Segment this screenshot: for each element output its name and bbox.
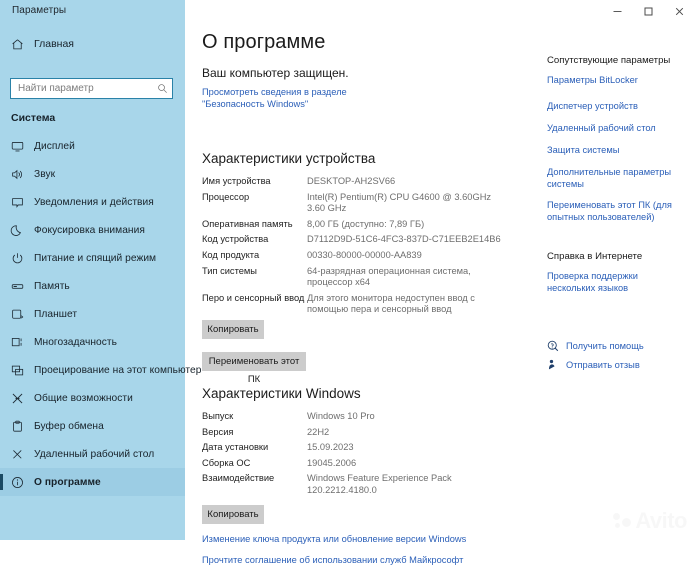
sidebar-item-tablet[interactable] — [0, 300, 185, 328]
table-row — [202, 427, 522, 439]
spec-value: Для этого монитора недоступен ввод с помощью пера и сенсорный ввод — [307, 292, 475, 315]
sidebar-item-label: Фокусировка внимания — [34, 224, 145, 236]
sidebar-item-label: Проецирование на этот компьютер — [34, 364, 202, 376]
power-icon — [0, 252, 34, 265]
sidebar-item-storage[interactable] — [0, 272, 185, 300]
title-bar — [0, 0, 695, 22]
remote-desktop-icon — [0, 448, 34, 461]
multi-language-support-link[interactable]: Проверка поддержки нескольких языков — [547, 271, 638, 293]
spec-key: Оперативная память — [202, 218, 293, 229]
spec-value: DESKTOP-AH2SV66 — [307, 176, 396, 186]
info-icon — [0, 476, 34, 489]
spec-value: D7112D9D-51C6-4FC3-837D-C71EEB2E14B6 — [307, 234, 501, 245]
main-content — [185, 22, 530, 565]
storage-icon — [0, 280, 34, 293]
clipboard-icon — [0, 420, 34, 433]
spec-key: Версия — [202, 426, 234, 437]
sidebar-item-label: Многозадачность — [34, 336, 117, 348]
home-icon — [0, 38, 34, 51]
get-help-action[interactable] — [547, 340, 644, 352]
spec-key: Имя устройства — [202, 176, 271, 186]
spec-value: Windows 10 Pro — [307, 411, 375, 421]
bitlocker-settings-link[interactable]: Параметры BitLocker — [547, 75, 638, 85]
sidebar-item-clipboard[interactable] — [0, 412, 185, 440]
device-specs-heading: Характеристики устройства — [202, 151, 376, 166]
online-help-heading: Справка в Интернете — [547, 251, 643, 262]
table-row — [202, 293, 522, 316]
search-placeholder: Найти параметр — [18, 83, 94, 94]
spec-value: Windows Feature Experience Pack 120.2212.4180.0 — [307, 473, 452, 495]
sidebar-item-home[interactable] — [0, 32, 185, 56]
sidebar-item-projecting[interactable] — [0, 356, 202, 384]
avito-watermark-text: Avito — [635, 508, 687, 533]
sidebar-item-multitasking[interactable] — [0, 328, 185, 356]
spec-value: 15.09.2023 — [307, 442, 354, 453]
spec-value: Intel(R) Pentium(R) CPU G4600 @ 3.60GHz 3.60 GHz — [307, 191, 492, 214]
feedback-icon — [547, 359, 566, 371]
monitor-icon — [0, 140, 34, 153]
moon-icon — [0, 224, 34, 237]
minimize-button[interactable] — [602, 0, 633, 22]
sidebar-item-label: Уведомления и действия — [34, 196, 154, 208]
spec-key: Перо и сенсорный ввод — [202, 292, 305, 303]
maximize-icon — [643, 6, 654, 17]
table-row — [202, 219, 522, 231]
sidebar-item-about[interactable] — [0, 468, 185, 496]
send-feedback-action[interactable] — [547, 359, 640, 371]
maximize-button[interactable] — [633, 0, 664, 22]
shared-experiences-icon — [0, 392, 34, 405]
copy-windows-specs-button[interactable]: Копировать — [202, 505, 264, 524]
system-protection-link[interactable]: Защита системы — [547, 145, 620, 155]
app-title: Параметры — [12, 5, 67, 16]
table-row — [202, 176, 522, 188]
project-icon — [0, 364, 34, 377]
sidebar — [0, 22, 202, 540]
spec-key: Сборка ОС — [202, 457, 251, 468]
device-manager-link[interactable]: Диспетчер устройств — [547, 101, 638, 111]
sidebar-item-notifications[interactable] — [0, 188, 185, 216]
spec-key: Тип системы — [202, 265, 257, 276]
sidebar-item-display[interactable] — [0, 132, 185, 160]
table-row — [202, 411, 522, 423]
tablet-icon — [0, 308, 34, 321]
window-controls — [602, 0, 695, 22]
multitask-icon — [0, 336, 34, 349]
notification-icon — [0, 196, 34, 209]
spec-value: 22H2 — [307, 426, 330, 437]
sidebar-item-sound[interactable] — [0, 160, 185, 188]
table-row — [202, 458, 522, 470]
close-icon — [674, 6, 685, 17]
sidebar-section-header: Система — [11, 112, 56, 124]
spec-value: 19045.2006 — [307, 457, 357, 468]
sidebar-item-label: Общие возможности — [34, 392, 133, 404]
table-row — [202, 234, 522, 246]
windows-specs-heading: Характеристики Windows — [202, 386, 361, 401]
spec-key: Дата установки — [202, 442, 269, 453]
change-product-key-link[interactable]: Изменение ключа продукта или обновление версии Windows — [202, 534, 467, 544]
sidebar-item-label: Звук — [34, 168, 56, 180]
search-icon[interactable] — [152, 83, 172, 94]
sidebar-item-power-sleep[interactable] — [0, 244, 185, 272]
table-row — [202, 192, 522, 215]
spec-value: 8,00 ГБ (доступно: 7,89 ГБ) — [307, 218, 425, 229]
sidebar-item-focus-assist[interactable] — [0, 216, 185, 244]
close-button[interactable] — [664, 0, 695, 22]
device-specs-table — [202, 176, 522, 320]
copy-device-specs-button[interactable]: Копировать — [202, 320, 264, 339]
sidebar-item-label: О программе — [34, 476, 101, 488]
table-row — [202, 442, 522, 454]
get-help-label: Получить помощь — [566, 341, 644, 351]
sidebar-item-shared-experiences[interactable] — [0, 384, 185, 412]
sidebar-item-remote-desktop[interactable] — [0, 440, 185, 468]
get-help-icon — [547, 340, 566, 352]
table-row — [202, 473, 522, 496]
send-feedback-label: Отправить отзыв — [566, 360, 640, 370]
sidebar-item-label: Память — [34, 280, 70, 292]
advanced-system-settings-link[interactable]: Дополнительные параметры системы — [547, 167, 672, 189]
sidebar-nav-list — [0, 132, 202, 496]
spec-key: Код устройства — [202, 234, 269, 245]
sidebar-item-label: Буфер обмена — [34, 420, 104, 432]
page-title: О программе — [202, 31, 326, 53]
remote-desktop-link[interactable]: Удаленный рабочий стол — [547, 123, 656, 133]
sidebar-item-label: Питание и спящий режим — [34, 252, 157, 264]
sidebar-item-label: Удаленный рабочий стол — [34, 448, 155, 460]
protection-status: Ваш компьютер защищен. — [202, 66, 349, 80]
related-settings-heading: Сопутствующие параметры — [547, 55, 671, 66]
microsoft-services-agreement-link[interactable]: Прочтите соглашение об использовании служб Майкрософт — [202, 555, 464, 565]
table-row — [202, 250, 522, 262]
spec-value: 64-разрядная операционная система, процессор x64 — [307, 265, 471, 288]
rename-pc-advanced-link[interactable]: Переименовать этот ПК (для опытных пользователей) — [547, 200, 672, 222]
windows-specs-table — [202, 411, 522, 501]
table-row — [202, 266, 522, 289]
security-details-link[interactable]: Просмотреть сведения в разделе "Безопасность Windows" — [202, 87, 347, 109]
spec-key: Взаимодействие — [202, 473, 275, 484]
spec-value: 00330-80000-00000-AA839 — [307, 249, 422, 260]
related-settings-rail — [530, 22, 695, 540]
minimize-icon — [612, 6, 623, 17]
search-input[interactable] — [10, 78, 173, 99]
speaker-icon — [0, 168, 34, 181]
rename-pc-button[interactable]: Переименовать этот ПК — [202, 352, 306, 371]
spec-key: Код продукта — [202, 249, 260, 260]
sidebar-home-label: Главная — [34, 38, 74, 50]
spec-key: Процессор — [202, 191, 250, 202]
spec-key: Выпуск — [202, 411, 234, 421]
sidebar-item-label: Дисплей — [34, 140, 75, 152]
sidebar-item-label: Планшет — [34, 308, 78, 320]
